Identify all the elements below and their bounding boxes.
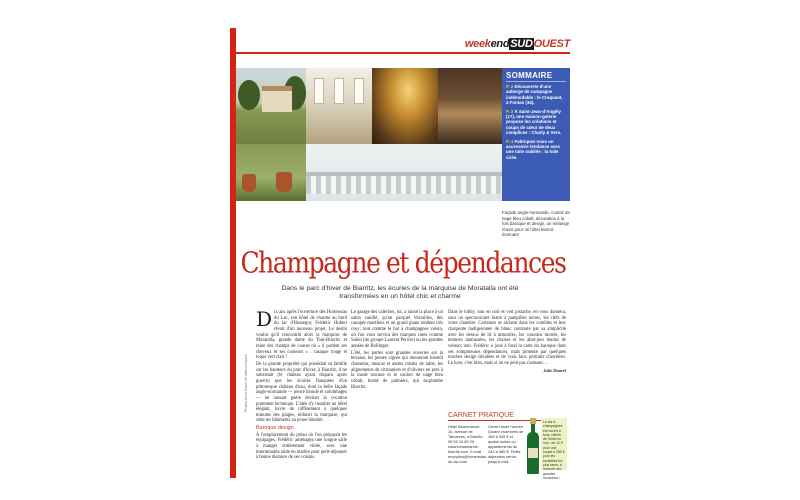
section-subhead: Baroque design <box>256 425 294 432</box>
sommaire-page-number: P. 2 <box>506 84 514 89</box>
photo-credit: Photos Anne Bizon et Valérie Haisot <box>244 354 248 412</box>
article-column-2 <box>351 310 443 391</box>
article-column-3 <box>448 310 566 373</box>
sommaire-item <box>506 139 566 161</box>
article-subtitle: Dans le parc d'hiver de Biarritz, les écuries de la marquise de Moratalla ont été transformées en un hôtel chic et charme <box>281 285 519 301</box>
carnet-address: Hôtel Beaumanoir. 10, avenue de Tamames, à Biarritz. 05 59 24 89 29. www.beaumanoir-biarritz.com. E-mail : reception@hortensias-du-lac.com. <box>448 424 488 464</box>
sommaire-item <box>506 84 566 106</box>
photo-terrace-pots <box>236 144 306 201</box>
article-title: Champagne et dépendances <box>240 246 566 280</box>
paragraph: ix ans après l'ouverture des Hortensias du Lac, son hôtel de charme au bord du lac d'Hossegor, Frédéric Hubert rêvait d'un nouveau projet. Le destin voulut qu'il rencontrât alors la marquise de Moratalla, grande dame du Tout-Biarritz et reine des champs de course où « il portent ses cheveux et ses couleurs » : casaque rouge et toque vert clair ! <box>256 310 347 361</box>
sommaire-box <box>502 68 570 201</box>
paragraph: À l'emplacement du préau où l'on préparait les équipages, Frédéric aménagea une longue salle à manger entièrement vitrée, avec une interminable table en marbre pour petit-déjeuner à bonne distance de ses voisins. <box>256 432 347 461</box>
photo-collage <box>236 68 502 201</box>
masthead-week: week <box>464 38 491 50</box>
sommaire-item-text: Découverte d'une auberge de campagne indémodable : le Croquant, à Fontan (34). <box>506 84 563 106</box>
drop-cap: D <box>256 307 273 331</box>
photo-pool-balustrade <box>306 144 502 201</box>
masthead-rule <box>236 52 570 54</box>
photo-garden-facade <box>236 68 306 144</box>
carnet-rates: Ouvert toute l'année. Quatre chambres de 165 à 335 € et quatre suites ou appartements de 240 à 580 €. Petits déjeuners servis jusqu'à midi. <box>488 424 524 464</box>
photo-caption: Façade anglo-normande, couloir de nage bleu cobalt, décoration à la fois baroque et design, un mélange réussi pour un hôtel biarrot étonnant <box>502 210 570 238</box>
carnet-title: CARNET PRATIQUE <box>448 412 566 421</box>
carnet-pratique <box>448 412 566 480</box>
champagne-bar-box: Le bar à champagnes est ouvert à tous, clients de l'hôtel ou non : de 12 € pour une coupe à 280 € pour les bouteilles les plus rares, à réserver aux grandes occasions ! <box>541 418 567 470</box>
photo-dining-room <box>306 68 372 144</box>
paragraph: Dans le lobby, tout en noir et vert pistache, en vous donnera, sous un spectaculaire lustre à pampilles noires, les clefs de votre chambre. Certaines se nichent dans les combles et leur charpente badigeonnée de blanc contraste par sa simplicité avec les dessus de lit à armoiries, les coussins moirés, les tentures damassées, les chaises et les abat-jour tendus de velours noir. Frédéric a joué à fond la carte du baroque dans ses somptueuses dépendances, mais pimenté par quelques touches design décalées et de vrais faux portraits d'ancêtres. Le luxe, c'est bien, mais si on ne peut pas s'amuser… <box>448 310 566 366</box>
sommaire-item-text: À Saint-Jean-d'Angély (17), une maison-galerie propose les créations et coups de cœur de deux complices : Charly & Vero. <box>506 108 562 136</box>
masthead-sud: SUD <box>510 38 533 50</box>
photo-chandelier-salon <box>372 68 438 144</box>
paragraph: Le garage des calèches, lui, a laissé la place à un salon vanillé, qu'un parquet Versailles, des canapés moelleux et un grand piano rendent très cosy; tout comme le bar à champagnes voisin, où l'on vous servira des marques rares comme Salon (du groupe Laurent Perrier) ou les grandes années de Bollinger. <box>351 310 443 349</box>
sommaire-item-text: Fabriquez-vous un accessoire tendance avec une toile oubliée : la toile cirée. <box>506 138 561 160</box>
masthead-end: end <box>490 38 510 50</box>
paragraph: L'été, les portes sont grandes ouvertes sur la terrasse, les jeunes vignes qui donneront bientôt chasselas, muscat et autres raisins de table, les alignements de citronniers et d'oliviers en pots à la mode toscane et le couloir de nage bleu cobalt, bordé de palmiers, qui surplombe Biarritz. <box>351 350 443 390</box>
masthead <box>450 38 570 52</box>
masthead-ouest: OUEST <box>533 38 570 50</box>
article-column-1 <box>256 307 347 462</box>
author-byline: Julie Daurel <box>543 367 566 373</box>
sommaire-item <box>506 109 566 136</box>
magazine-page <box>230 28 570 478</box>
sommaire-page-number: P. 3 <box>506 108 514 114</box>
champagne-bottle-icon <box>526 418 540 474</box>
sommaire-page-number: P. 4 <box>506 138 514 144</box>
sommaire-title: SOMMAIRE <box>506 71 566 82</box>
photo-bedroom <box>438 68 502 144</box>
paragraph: De la grande propriété qui possédait sa famille sur les hauteurs du parc d'hiver, à Biarritz, il ne subsistait (le château ayant disparu après guerre) que les écuries flanquées d'un pittoresque château d'eau, dont la belle façade anglo-normande — pierre blonde et colombages — ne laissait guère deviner la vocation purement technique. L'idée d'y installer un hôtel élégant, havre de raffinement à quelques minutes des plages, séduisit la marquise, qui céda les bâtiments au jeune hôtelier. <box>256 361 347 424</box>
